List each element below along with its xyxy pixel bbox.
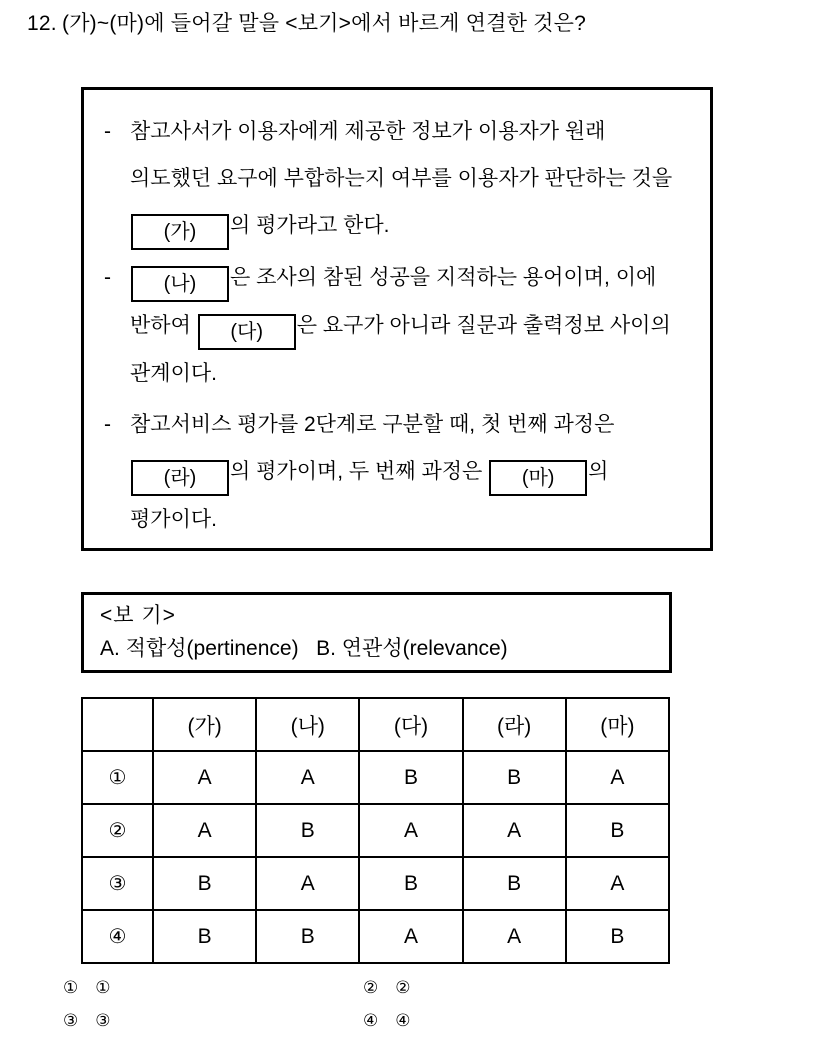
choice-value-1: ① [95, 978, 111, 998]
bullet-2-text-part-3: 은 요구가 아니라 질문과 출력정보 사이의 관계이다. [130, 314, 671, 385]
blank-box-ra: (라) [131, 460, 229, 496]
table-row[interactable] [82, 857, 669, 910]
table-cell: A [359, 910, 462, 963]
choice-row-1 [63, 978, 683, 998]
choice-option-1[interactable] [63, 978, 363, 998]
table-header-cell: (가) [153, 698, 256, 751]
bullet-dash-icon: - [104, 413, 111, 436]
bogi-items: A. 적합성(pertinence) B. 연관성(relevance) [100, 637, 508, 660]
bullet-2-text-part-2: 은 조사의 참된 성공을 지적하는 용어이며, 이에 반하여 [130, 266, 657, 337]
table-row-index: ③ [82, 857, 153, 910]
question-number: 12. [27, 12, 57, 35]
table-cell: A [256, 751, 359, 804]
bullet-dash-icon: - [104, 266, 111, 289]
bullet-1-text-part-2: 의 평가라고 한다. [230, 214, 390, 237]
table-cell: B [153, 857, 256, 910]
table-header-cell: (나) [256, 698, 359, 751]
table-cell: B [359, 857, 462, 910]
choice-option-2[interactable] [363, 978, 663, 998]
table-cell: B [153, 910, 256, 963]
table-cell: B [463, 857, 566, 910]
table-cell: B [256, 910, 359, 963]
table-row[interactable] [82, 910, 669, 963]
table-cell: A [566, 857, 669, 910]
question-header [27, 8, 787, 39]
choice-marker-4: ④ [363, 1011, 379, 1031]
passage-bullet-2 [102, 254, 692, 397]
table-cell: A [153, 751, 256, 804]
choice-value-3: ③ [95, 1011, 111, 1031]
choice-marker-3: ③ [63, 1011, 79, 1031]
choice-marker-1: ① [63, 978, 79, 998]
table-cell: A [153, 804, 256, 857]
bullet-1-body [130, 108, 692, 250]
choice-list [63, 978, 683, 1044]
table-cell: B [359, 751, 462, 804]
table-header-cell: (다) [359, 698, 462, 751]
bogi-title: <보 기> [100, 604, 176, 627]
table-row[interactable] [82, 751, 669, 804]
table-cell: B [256, 804, 359, 857]
choice-option-4[interactable] [363, 1011, 663, 1031]
question-text: (가)~(마)에 들어갈 말을 <보기>에서 바르게 연결한 것은? [62, 12, 586, 35]
table-cell: A [359, 804, 462, 857]
table-cell: B [566, 910, 669, 963]
bullet-3-text-part-3: 의 평가이다. [130, 460, 609, 531]
table-cell: A [256, 857, 359, 910]
table-row-index: ④ [82, 910, 153, 963]
bullet-1-text-part-1: 참고사서가 이용자에게 제공한 정보가 이용자가 원래 의도했던 요구에 부합하는지 여부를 이용자가 판단하는 것을 [130, 120, 673, 190]
bogi-reference-box [81, 592, 672, 673]
bullet-3-body [130, 401, 692, 543]
table-header-row [82, 698, 669, 751]
table-cell: A [463, 804, 566, 857]
table-row-index: ① [82, 751, 153, 804]
table-header-cell: (마) [566, 698, 669, 751]
answer-table-body [82, 698, 669, 963]
table-header-corner [82, 698, 153, 751]
table-row-index: ② [82, 804, 153, 857]
blank-box-na: (나) [131, 266, 229, 302]
answer-mapping-table [81, 697, 670, 964]
bullet-dash-icon: - [104, 120, 111, 143]
bullet-2-body [130, 254, 692, 397]
passage-box [81, 87, 713, 551]
blank-box-ma: (마) [489, 460, 587, 496]
blank-box-ga: (가) [131, 214, 229, 250]
table-cell: A [463, 910, 566, 963]
choice-option-3[interactable] [63, 1011, 363, 1031]
choice-row-2 [63, 1011, 683, 1031]
table-cell: B [566, 804, 669, 857]
table-cell: A [566, 751, 669, 804]
choice-value-2: ② [395, 978, 411, 998]
table-cell: B [463, 751, 566, 804]
choice-value-4: ④ [395, 1011, 411, 1031]
table-header-cell: (라) [463, 698, 566, 751]
choice-marker-2: ② [363, 978, 379, 998]
passage-bullet-1 [102, 108, 692, 250]
passage-bullet-3 [102, 401, 692, 543]
table-row[interactable] [82, 804, 669, 857]
bullet-3-text-part-1: 참고서비스 평가를 2단계로 구분할 때, 첫 번째 과정은 [130, 413, 615, 436]
bullet-3-text-part-2: 의 평가이며, 두 번째 과정은 [230, 460, 489, 483]
blank-box-da: (다) [198, 314, 296, 350]
